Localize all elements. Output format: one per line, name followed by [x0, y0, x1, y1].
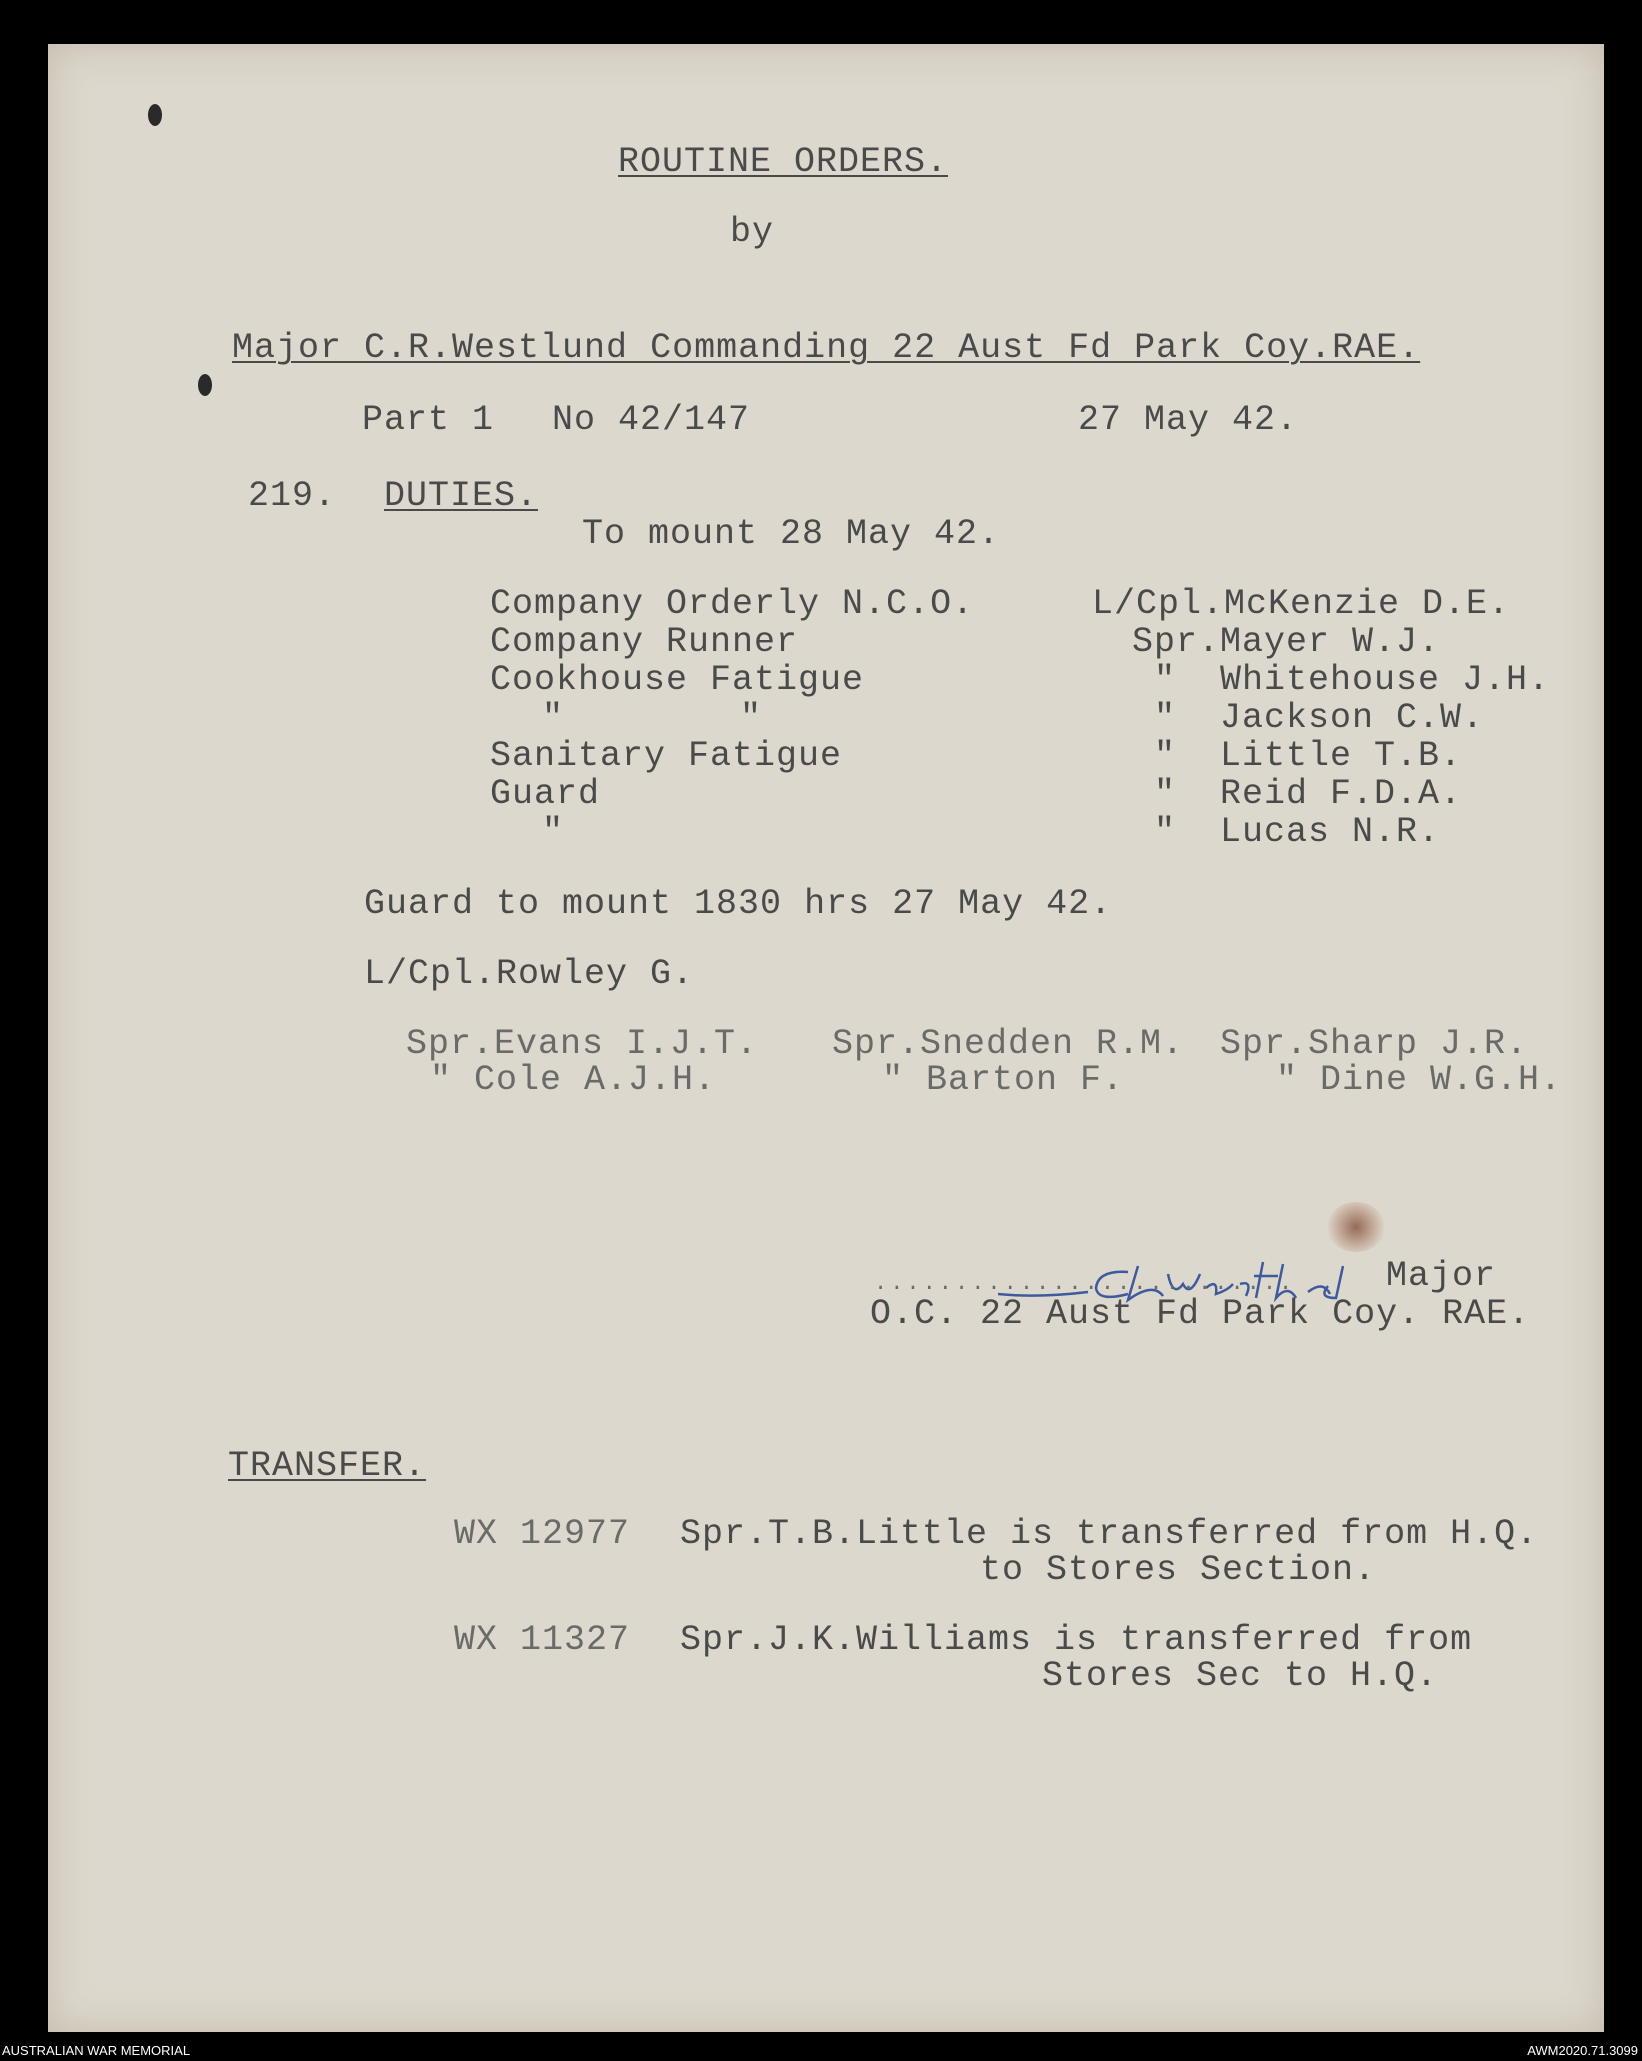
- part-label: Part 1: [362, 400, 495, 440]
- transfer-heading: TRANSFER.: [228, 1446, 427, 1486]
- document-title: ROUTINE ORDERS.: [618, 142, 949, 182]
- by-line: by: [730, 212, 775, 252]
- guard-member: Spr.Sharp J.R.: [1220, 1024, 1529, 1064]
- transfer-text: Stores Sec to H.Q.: [1042, 1656, 1439, 1696]
- ink-stain: [1326, 1202, 1386, 1252]
- order-date: 27 May 42.: [1078, 400, 1299, 440]
- duties-item-number: 219.: [248, 476, 337, 516]
- guard-member: Spr.Snedden R.M.: [832, 1024, 1185, 1064]
- transfer-text: Spr.J.K.Williams is transferred from: [680, 1620, 1473, 1660]
- transfer-text: to Stores Section.: [980, 1550, 1377, 1590]
- duty-person: " Little T.B.: [1154, 736, 1463, 776]
- punch-hole-middle: [198, 374, 212, 396]
- guard-member: " Cole A.J.H.: [430, 1060, 717, 1100]
- transfer-service-number: WX 11327: [454, 1620, 631, 1660]
- duty-name: Guard: [490, 774, 601, 814]
- duty-name: Cookhouse Fatigue: [490, 660, 865, 700]
- guard-heading: Guard to mount 1830 hrs 27 May 42.: [364, 884, 1113, 924]
- guard-member: Spr.Evans I.J.T.: [406, 1024, 759, 1064]
- duty-person: " Lucas N.R.: [1154, 812, 1441, 852]
- duties-heading: DUTIES.: [384, 476, 539, 516]
- footer-accession-number: AWM2020.71.3099: [1527, 2043, 1638, 2058]
- guard-nco: L/Cpl.Rowley G.: [364, 954, 695, 994]
- transfer-service-number: WX 12977: [454, 1514, 631, 1554]
- order-number: No 42/147: [552, 400, 751, 440]
- signatory-rank: Major: [1386, 1256, 1497, 1296]
- duty-name: " ": [542, 698, 763, 738]
- signature-dotted-line: ..........................: [874, 1271, 1296, 1296]
- duty-person: L/Cpl.McKenzie D.E.: [1092, 584, 1511, 624]
- duty-name: Company Orderly N.C.O.: [490, 584, 975, 624]
- signatory-title: O.C. 22 Aust Fd Park Coy. RAE.: [870, 1294, 1531, 1334]
- commander-line: Major C.R.Westlund Commanding 22 Aust Fd Park Coy.RAE.: [232, 328, 1421, 368]
- transfer-text: Spr.T.B.Little is transferred from H.Q.: [680, 1514, 1539, 1554]
- duty-name: Sanitary Fatigue: [490, 736, 843, 776]
- duty-name: Company Runner: [490, 622, 799, 662]
- document-page: [48, 44, 1604, 2032]
- duty-name: ": [542, 812, 565, 852]
- punch-hole-top: [148, 104, 162, 126]
- duty-person: Spr.Mayer W.J.: [1132, 622, 1441, 662]
- duties-subheading: To mount 28 May 42.: [582, 514, 1001, 554]
- footer-institution: AUSTRALIAN WAR MEMORIAL: [2, 2043, 191, 2058]
- guard-member: " Dine W.G.H.: [1276, 1060, 1563, 1100]
- duty-person: " Reid F.D.A.: [1154, 774, 1463, 814]
- duty-person: " Whitehouse J.H.: [1154, 660, 1551, 700]
- duty-person: " Jackson C.W.: [1154, 698, 1485, 738]
- guard-member: " Barton F.: [882, 1060, 1125, 1100]
